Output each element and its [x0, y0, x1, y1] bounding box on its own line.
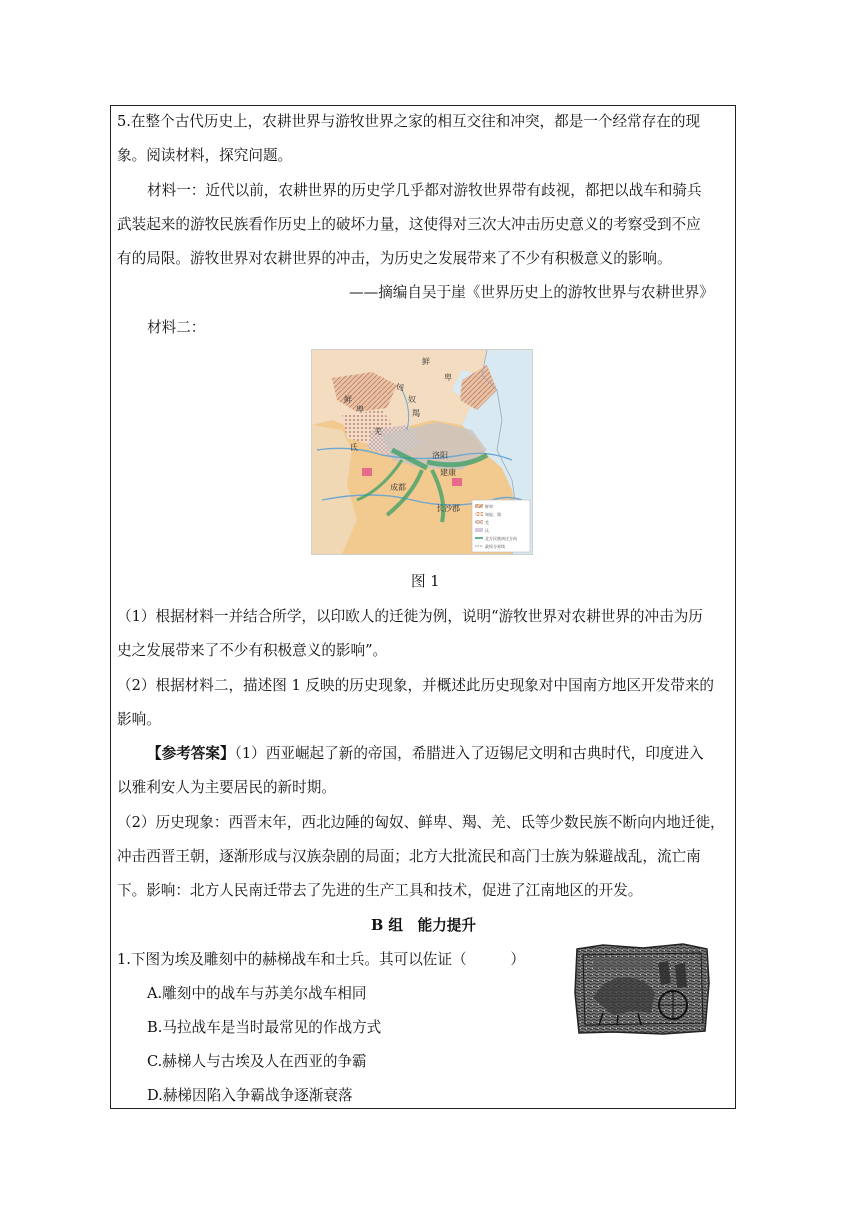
q5-stem-line1: 5.在整个古代历史上，农耕世界与游牧世界之家的相互交往和冲突，都是一个经常存在的现 — [117, 113, 701, 130]
answer2-line2: 冲击西晋王朝，逐渐形成与汉族杂剧的局面；北方大批流民和高门士族为躲避战乱，流亡南 — [117, 848, 701, 865]
answer-tag: 【参考答案】 — [147, 745, 235, 762]
svg-text:奴: 奴 — [408, 395, 416, 404]
answer-line1 — [147, 744, 704, 764]
svg-text:氐: 氐 — [350, 443, 358, 452]
subq2-line2: 影响。 — [117, 711, 161, 728]
figure-caption: 图 1 — [411, 573, 440, 590]
b-q1-stem: 1.下图为埃及雕刻中的赫梯战车和士兵。其可以佐证（ ） — [117, 951, 525, 968]
material1-line1: 材料一：近代以前，农耕世界的历史学几乎都对游牧世界带有歧视，都把以战车和骑兵 — [147, 182, 702, 199]
hittite-chariot-relief-image — [573, 943, 711, 1036]
svg-text:建康: 建康 — [440, 468, 456, 477]
svg-text:卑: 卑 — [356, 405, 364, 414]
svg-text:鲜卑: 鲜卑 — [485, 504, 493, 509]
svg-text:匈: 匈 — [396, 383, 404, 392]
b-q1-option-b: B.马拉战车是当时最常见的作战方式 — [147, 1019, 382, 1036]
subq1-line2: 史之发展带来了不少有积极意义的影响”。 — [117, 642, 388, 659]
answer2-line1: （2）历史现象：西晋末年，西北边陲的匈奴、鲜卑、羯、羌、氐等少数民族不断向内地迁徙， — [117, 814, 725, 831]
answer1-text: （1）西亚崛起了新的帝国，希腊进入了迈锡尼文明和古典时代，印度进入 — [234, 745, 704, 762]
subq1-line1: （1）根据材料一并结合所学，以印欧人的迁徙为例，说明“游牧世界对农耕世界的冲击为历 — [117, 608, 703, 625]
svg-text:洛阳: 洛阳 — [432, 451, 448, 460]
svg-text:羌: 羌 — [374, 427, 382, 436]
group-b-heading: B 组 能力提升 — [371, 917, 476, 934]
material1-source: ——摘编自吴于崖《世界历史上的游牧世界与农耕世界》 — [349, 284, 714, 301]
svg-text:卑: 卑 — [444, 373, 452, 382]
svg-text:氐: 氐 — [485, 528, 489, 533]
b-q1-option-a: A.雕刻中的战车与苏美尔战车相同 — [147, 985, 367, 1002]
answer1-line2: 以雅利安人为主要居民的新时期。 — [117, 779, 336, 796]
svg-text:羌: 羌 — [485, 520, 489, 525]
svg-text:羯: 羯 — [412, 409, 420, 418]
svg-text:鲜: 鲜 — [344, 395, 352, 404]
migration-map — [311, 349, 533, 555]
map-label-xian: 鲜 — [422, 357, 430, 366]
svg-text:匈奴、羯: 匈奴、羯 — [485, 512, 501, 517]
q5-stem-line2: 象。阅读材料，探究问题。 — [117, 147, 293, 164]
material1-line3: 有的局限。游牧世界对农耕世界的冲击，为历史之发展带来了不少有积极意义的影响。 — [117, 250, 672, 267]
answer2-line3: 下。影响：北方人民南迁带去了先进的生产工具和技术，促进了江南地区的开发。 — [117, 882, 643, 899]
material1-line2: 武装起来的游牧民族看作历史上的破坏力量，这使得对三次大冲击历史意义的考察受到不应 — [117, 216, 701, 233]
b-q1-option-d: D.赫梯因陷入争霸战争逐渐衰落 — [147, 1087, 353, 1104]
b-q1-option-c: C.赫梯人与古埃及人在西亚的争霸 — [147, 1053, 367, 1070]
svg-text:长沙郡: 长沙郡 — [436, 504, 460, 513]
svg-text:成都: 成都 — [390, 483, 406, 492]
subq2-line1: （2）根据材料二，描述图 1 反映的历史现象，并概述此历史现象对中国南方地区开发带来的 — [117, 677, 715, 694]
svg-text:政权分界线: 政权分界线 — [485, 544, 505, 549]
svg-text:北方民族南迁方向: 北方民族南迁方向 — [485, 536, 517, 541]
material2-label: 材料二： — [147, 319, 206, 336]
